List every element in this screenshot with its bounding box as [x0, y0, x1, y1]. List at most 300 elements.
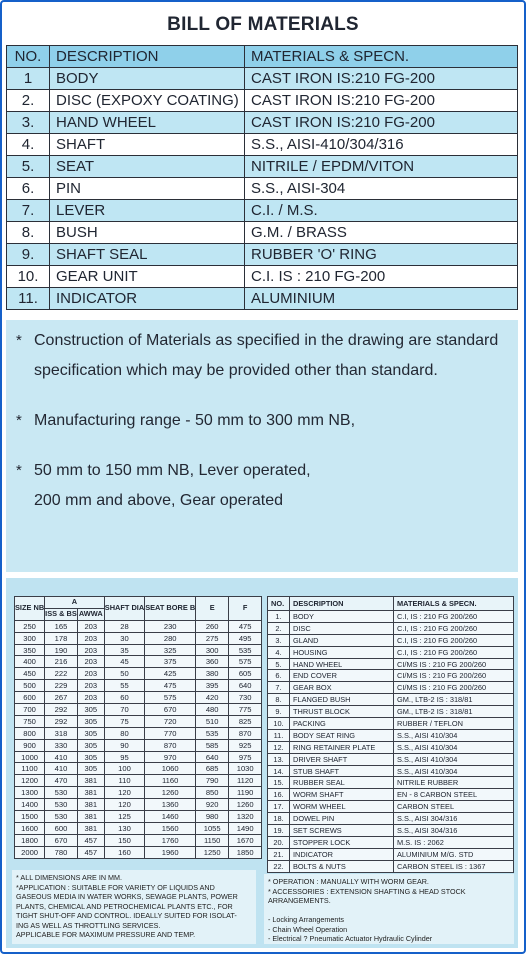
item-number: 9.: [7, 244, 50, 266]
table-row: [15, 715, 262, 727]
dimension-cell: 870: [229, 727, 262, 739]
part-number: 12.: [268, 741, 290, 753]
dimension-cell: 600: [45, 822, 78, 834]
dimension-cell: 45: [104, 656, 144, 668]
column-header: A: [45, 597, 105, 609]
part-material: CARBON STEEL IS : 1367: [394, 860, 514, 872]
part-description: BODY: [290, 611, 394, 623]
part-material: NITRILE RUBBER: [394, 777, 514, 789]
column-header: ISS & BS: [45, 609, 77, 619]
table-row: [268, 670, 514, 682]
table-row: [15, 846, 262, 858]
item-material: C.I. IS : 210 FG-200: [245, 266, 518, 288]
note-line: specification which may be provided other than standard.: [34, 362, 438, 379]
dimension-cell: 325: [145, 644, 196, 656]
dimension-cell: 2000: [15, 846, 45, 858]
dimension-cell: 457: [77, 834, 104, 846]
footnote-line: TIGHT SHUT-OFF AND CONTROL. IDEALLY SUITED FOR ISOLAT-: [16, 911, 237, 920]
dimension-cell: 1960: [145, 846, 196, 858]
note-item: [16, 406, 356, 436]
part-description: WORM SHAFT: [290, 789, 394, 801]
table-row: [7, 266, 518, 288]
dimension-cell: 300: [196, 644, 229, 656]
part-number: 3.: [268, 634, 290, 646]
dimension-cell: 28: [104, 620, 144, 632]
table-row: [15, 834, 262, 846]
dimension-cell: 267: [45, 692, 78, 704]
dimension-cell: 425: [145, 668, 196, 680]
footnote-line: *APPLICATION : SUITABLE FOR VARIETY OF LIQUIDS AND: [16, 882, 215, 892]
item-material: CAST IRON IS:210 FG-200: [245, 68, 518, 90]
part-number: 18.: [268, 813, 290, 825]
table-row: [15, 632, 262, 644]
table-row: [15, 751, 262, 763]
part-description: BOLTS & NUTS: [290, 860, 394, 872]
table-row: [7, 156, 518, 178]
table-row: [268, 753, 514, 765]
table-row: [268, 646, 514, 658]
dimension-cell: 535: [196, 727, 229, 739]
bullet-star: *: [16, 332, 22, 349]
table-row: [268, 622, 514, 634]
dimension-cell: 585: [196, 739, 229, 751]
column-header: E: [196, 597, 229, 621]
dimension-cell: 1320: [229, 811, 262, 823]
dimension-cell: 970: [145, 751, 196, 763]
table-row: [268, 718, 514, 730]
dimension-cell: 120: [104, 799, 144, 811]
dimension-cell: 1800: [15, 834, 45, 846]
table-row: [15, 799, 262, 811]
dimension-cell: 203: [77, 656, 104, 668]
dimension-cell: 275: [196, 632, 229, 644]
note-line: Manufacturing range - 50 mm to 300 mm NB,: [34, 412, 356, 429]
table-row: [268, 789, 514, 801]
dimension-cell: 222: [45, 668, 78, 680]
bullet-star: *: [16, 462, 22, 479]
dimension-cell: 1150: [196, 834, 229, 846]
note-item: [16, 456, 311, 516]
part-material: CI/MS IS : 210 FG 200/260: [394, 658, 514, 670]
footnote-line: - Locking Arrangements: [268, 915, 344, 924]
item-number: 2.: [7, 90, 50, 112]
dimension-cell: 530: [45, 799, 78, 811]
dimension-cell: 1500: [15, 811, 45, 823]
dimension-cell: 720: [145, 715, 196, 727]
part-material: CI/MS IS : 210 FG 200/260: [394, 682, 514, 694]
dimension-cell: 1300: [15, 787, 45, 799]
dimension-cell: 850: [196, 787, 229, 799]
dimension-cell: 510: [196, 715, 229, 727]
dimension-cell: 1760: [145, 834, 196, 846]
footnote-line: ING AS WELL AS THROTTLING SERVICES.: [16, 920, 161, 930]
table-row: [15, 656, 262, 668]
table-row: [268, 706, 514, 718]
dimension-cell: 700: [15, 704, 45, 716]
part-description: BODY SEAT RING: [290, 729, 394, 741]
dimension-cell: 410: [45, 763, 78, 775]
dimension-cell: 120: [104, 787, 144, 799]
part-number: 4.: [268, 646, 290, 658]
part-number: 8.: [268, 694, 290, 706]
item-material: S.S., AISI-410/304/316: [245, 134, 518, 156]
part-description: WORM WHEEL: [290, 801, 394, 813]
dimension-cell: 640: [229, 680, 262, 692]
table-row: [7, 200, 518, 222]
dimension-cell: 381: [77, 811, 104, 823]
dimension-cell: 575: [229, 656, 262, 668]
part-material: CARBON STEEL: [394, 801, 514, 813]
dimension-cell: 605: [229, 668, 262, 680]
dimension-cell: 1490: [229, 822, 262, 834]
dimension-cell: 790: [196, 775, 229, 787]
table-row: [7, 178, 518, 200]
dimension-cell: 110: [104, 775, 144, 787]
dimension-cell: 770: [145, 727, 196, 739]
item-number: 7.: [7, 200, 50, 222]
footnote-line: [268, 906, 466, 916]
column-header: NO.: [7, 46, 50, 68]
dimension-cell: 381: [77, 787, 104, 799]
item-description: INDICATOR: [50, 288, 245, 310]
dimension-cell: 305: [77, 715, 104, 727]
dimension-cell: 305: [77, 739, 104, 751]
item-description: LEVER: [50, 200, 245, 222]
dimension-cell: 535: [229, 644, 262, 656]
page-title: BILL OF MATERIALS: [167, 14, 359, 35]
dimension-cell: 203: [77, 620, 104, 632]
dimension-cell: 150: [104, 834, 144, 846]
part-description: INDICATOR: [290, 848, 394, 860]
part-material: C.I, IS : 210 FG 200/260: [394, 622, 514, 634]
part-material: GM., LTB-2 IS : 318/81: [394, 694, 514, 706]
part-number: 20.: [268, 836, 290, 848]
dimension-cell: 55: [104, 680, 144, 692]
part-description: GLAND: [290, 634, 394, 646]
dimension-cell: 480: [196, 704, 229, 716]
table-row: [268, 682, 514, 694]
footnote-line: APPLICABLE FOR MAXIMUM PRESSURE AND TEMP.: [16, 930, 196, 939]
item-number: 4.: [7, 134, 50, 156]
footnote-line: GASEOUS MEDIA IN WATER WORKS, SEWAGE PLANTS, POWER: [16, 892, 238, 901]
dimension-cell: 100: [104, 763, 144, 775]
dimension-cell: 229: [45, 680, 78, 692]
dimension-cell: 640: [196, 751, 229, 763]
footnote-line: * ALL DIMENSIONS ARE IN MM.: [16, 873, 122, 882]
table-row: [15, 704, 262, 716]
table-row: [268, 611, 514, 623]
note-item: [16, 326, 499, 386]
dimension-cell: 925: [229, 739, 262, 751]
dimension-cell: 130: [104, 822, 144, 834]
dimension-cell: 1060: [145, 763, 196, 775]
dimension-cell: 292: [45, 704, 78, 716]
item-description: BODY: [50, 68, 245, 90]
dimension-cell: 381: [77, 775, 104, 787]
dimension-cell: 980: [196, 811, 229, 823]
part-description: PACKING: [290, 718, 394, 730]
column-header: MATERIALS & SPECN.: [394, 597, 514, 611]
table-row: [15, 668, 262, 680]
bullet-star: *: [16, 412, 22, 429]
dimension-cell: 216: [45, 656, 78, 668]
dimensions-table: [14, 596, 262, 859]
dimension-cell: 1000: [15, 751, 45, 763]
parts-table: [267, 596, 514, 873]
item-material: NITRILE / EPDM/VITON: [245, 156, 518, 178]
dimension-cell: 318: [45, 727, 78, 739]
dimension-cell: 203: [77, 632, 104, 644]
footnote-line: PLANTS, CHEMICAL AND PETROCHEMICAL PLANTS ETC., FOR: [16, 901, 233, 911]
dimension-cell: 1600: [15, 822, 45, 834]
dimension-cell: 1200: [15, 775, 45, 787]
item-description: GEAR UNIT: [50, 266, 245, 288]
dimension-cell: 1260: [229, 799, 262, 811]
item-material: C.I. / M.S.: [245, 200, 518, 222]
part-description: DISC: [290, 622, 394, 634]
dimension-cell: 90: [104, 739, 144, 751]
dimension-cell: 203: [77, 680, 104, 692]
dimension-cell: 1670: [229, 834, 262, 846]
dimension-cell: 360: [196, 656, 229, 668]
table-row: [268, 825, 514, 837]
part-description: STOPPER LOCK: [290, 836, 394, 848]
table-row: [268, 848, 514, 860]
dimension-cell: 1030: [229, 763, 262, 775]
item-material: CAST IRON IS:210 FG-200: [245, 112, 518, 134]
dimension-cell: 475: [145, 680, 196, 692]
dimension-cell: 60: [104, 692, 144, 704]
dimension-cell: 1360: [145, 799, 196, 811]
part-number: 2.: [268, 622, 290, 634]
dimension-cell: 178: [45, 632, 78, 644]
dimension-cell: 780: [45, 846, 78, 858]
table-row: [268, 860, 514, 872]
part-description: STUB SHAFT: [290, 765, 394, 777]
column-header: SIZE NB: [15, 597, 45, 621]
dimension-cell: 95: [104, 751, 144, 763]
part-description: DOWEL PIN: [290, 813, 394, 825]
dimension-cell: 530: [45, 787, 78, 799]
part-material: ALUMINIUM M/G. STD: [394, 848, 514, 860]
dimension-cell: 1400: [15, 799, 45, 811]
table-header-row: [7, 46, 518, 68]
dimension-cell: 330: [45, 739, 78, 751]
part-material: RUBBER / TEFLON: [394, 718, 514, 730]
part-number: 22.: [268, 860, 290, 872]
part-description: SET SCREWS: [290, 825, 394, 837]
table-row: [15, 692, 262, 704]
table-row: [268, 836, 514, 848]
item-description: SEAT: [50, 156, 245, 178]
dimension-cell: 575: [145, 692, 196, 704]
dimension-cell: 80: [104, 727, 144, 739]
item-description: HAND WHEEL: [50, 112, 245, 134]
dimension-cell: 975: [229, 751, 262, 763]
table-row: [268, 801, 514, 813]
footnote-line: ARRANGEMENTS.: [268, 896, 331, 905]
footnote-line: * OPERATION : MANUALLY WITH WORM GEAR.: [268, 877, 429, 886]
part-material: C.I, IS : 210 FG 200/260: [394, 611, 514, 623]
part-material: S.S., AISI 410/304: [394, 765, 514, 777]
part-number: 15.: [268, 777, 290, 789]
part-material: C.I, IS : 210 FG 200/260: [394, 634, 514, 646]
item-material: ALUMINIUM: [245, 288, 518, 310]
dimension-cell: 125: [104, 811, 144, 823]
dimension-cell: 1250: [196, 846, 229, 858]
table-row: [268, 658, 514, 670]
dimension-cell: 160: [104, 846, 144, 858]
table-row: [7, 68, 518, 90]
part-description: HOUSING: [290, 646, 394, 658]
dimension-cell: 730: [229, 692, 262, 704]
dimension-cell: 825: [229, 715, 262, 727]
part-description: THRUST BLOCK: [290, 706, 394, 718]
application-note: [16, 873, 238, 940]
dimension-cell: 70: [104, 704, 144, 716]
dimension-cell: 1850: [229, 846, 262, 858]
dimension-cell: 685: [196, 763, 229, 775]
part-number: 10.: [268, 718, 290, 730]
table-row: [268, 741, 514, 753]
table-row: [268, 694, 514, 706]
part-number: 1.: [268, 611, 290, 623]
dimension-cell: 475: [229, 620, 262, 632]
table-row: [15, 775, 262, 787]
footnote-line: * ACCESSORIES : EXTENSION SHAFTING & HEAD STOCK: [268, 886, 466, 896]
item-description: BUSH: [50, 222, 245, 244]
table-row: [268, 765, 514, 777]
dimension-cell: 35: [104, 644, 144, 656]
table-row: [7, 112, 518, 134]
dimension-cell: 190: [45, 644, 78, 656]
dimension-cell: 495: [229, 632, 262, 644]
dimension-cell: 1055: [196, 822, 229, 834]
operation-note: [268, 877, 466, 944]
dimension-cell: 450: [15, 668, 45, 680]
dimension-cell: 1460: [145, 811, 196, 823]
dimension-cell: 381: [77, 822, 104, 834]
part-material: GM., LTB-2 IS : 318/81: [394, 706, 514, 718]
part-number: 6.: [268, 670, 290, 682]
dimension-cell: 380: [196, 668, 229, 680]
dimension-cell: 300: [15, 632, 45, 644]
part-description: HAND WHEEL: [290, 658, 394, 670]
part-description: FLANGED BUSH: [290, 694, 394, 706]
dimension-cell: 292: [45, 715, 78, 727]
table-row: [268, 777, 514, 789]
datasheet-panel: [6, 578, 518, 948]
part-number: 13.: [268, 753, 290, 765]
dimension-cell: 203: [77, 644, 104, 656]
table-row: [7, 90, 518, 112]
note-line: 50 mm to 150 mm NB, Lever operated,: [34, 462, 311, 479]
column-header: NO.: [268, 597, 290, 611]
table-row: [15, 763, 262, 775]
note-line: Construction of Materials as specified in the drawing are standard: [34, 332, 499, 349]
column-header: MATERIALS & SPECN.: [245, 46, 518, 68]
dimension-cell: 500: [15, 680, 45, 692]
part-material: CI/MS IS : 210 FG 200/260: [394, 670, 514, 682]
part-material: S.S., AISI 410/304: [394, 753, 514, 765]
dimension-cell: 750: [15, 715, 45, 727]
dimension-cell: 381: [77, 799, 104, 811]
dimension-cell: 670: [45, 834, 78, 846]
table-row: [15, 822, 262, 834]
dimension-cell: 870: [145, 739, 196, 751]
dimension-cell: 75: [104, 715, 144, 727]
column-header: DESCRIPTION: [50, 46, 245, 68]
operation-note-box: [264, 874, 514, 944]
dimension-cell: 375: [145, 656, 196, 668]
column-header: F: [229, 597, 262, 621]
dimension-cell: 900: [15, 739, 45, 751]
dimension-cell: 670: [145, 704, 196, 716]
dimension-cell: 230: [145, 620, 196, 632]
part-description: RUBBER SEAL: [290, 777, 394, 789]
item-number: 6.: [7, 178, 50, 200]
item-number: 11.: [7, 288, 50, 310]
part-material: M.S. IS : 2062: [394, 836, 514, 848]
table-row: [15, 644, 262, 656]
table-row: [15, 620, 262, 632]
column-header: SHAFT DIA: [104, 597, 144, 621]
part-number: 19.: [268, 825, 290, 837]
dimension-cell: 1260: [145, 787, 196, 799]
dimension-cell: 530: [45, 811, 78, 823]
item-material: RUBBER 'O' RING: [245, 244, 518, 266]
part-number: 21.: [268, 848, 290, 860]
note-line: 200 mm and above, Gear operated: [34, 492, 284, 509]
part-material: S.S., AISI 410/304: [394, 729, 514, 741]
part-description: RING RETAINER PLATE: [290, 741, 394, 753]
item-number: 5.: [7, 156, 50, 178]
dimension-cell: 203: [77, 668, 104, 680]
part-number: 9.: [268, 706, 290, 718]
part-number: 5.: [268, 658, 290, 670]
dimension-cell: 203: [77, 692, 104, 704]
dimension-cell: 395: [196, 680, 229, 692]
application-note-box: [12, 870, 256, 944]
part-number: 11.: [268, 729, 290, 741]
table-row: [268, 634, 514, 646]
item-description: SHAFT SEAL: [50, 244, 245, 266]
part-material: S.S., AISI 304/316: [394, 825, 514, 837]
notes-panel: [6, 320, 518, 572]
dimension-cell: 30: [104, 632, 144, 644]
table-row: [268, 729, 514, 741]
part-material: EN - 8 CARBON STEEL: [394, 789, 514, 801]
dimension-cell: 1100: [15, 763, 45, 775]
dimension-cell: 305: [77, 751, 104, 763]
footnote-line: - Chain Wheel Operation: [268, 924, 348, 934]
dimension-cell: 775: [229, 704, 262, 716]
dimension-cell: 260: [196, 620, 229, 632]
table-row: [7, 244, 518, 266]
dimension-cell: 1190: [229, 787, 262, 799]
dimension-cell: 305: [77, 727, 104, 739]
table-row: [268, 813, 514, 825]
dimension-cell: 800: [15, 727, 45, 739]
part-material: C.I, IS : 210 FG 200/260: [394, 646, 514, 658]
item-description: SHAFT: [50, 134, 245, 156]
dimension-cell: 920: [196, 799, 229, 811]
table-row: [15, 739, 262, 751]
column-header: AWWA: [78, 609, 103, 619]
table-row: [15, 787, 262, 799]
item-description: PIN: [50, 178, 245, 200]
item-number: 8.: [7, 222, 50, 244]
